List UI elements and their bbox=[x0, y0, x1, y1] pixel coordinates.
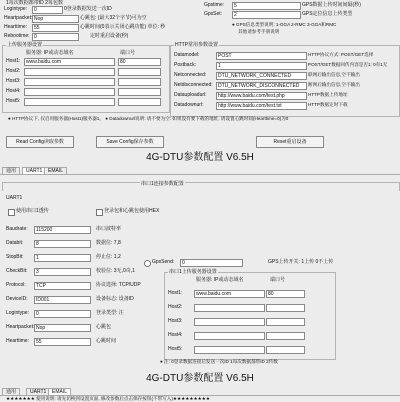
uart-host-label: Host3: bbox=[168, 318, 183, 324]
http-param-field[interactable]: http://www.baidu.com/test.txt bbox=[216, 102, 307, 110]
uart-host-field[interactable] bbox=[194, 346, 265, 354]
save-config-button[interactable]: Save Config保存参数 bbox=[96, 136, 164, 148]
login-note: ● 注: 0登录数据连接后发送一次ID 1每次数据都带ID 2传数 bbox=[160, 359, 278, 364]
host-label: Host4: bbox=[6, 88, 21, 94]
gps-send-field[interactable]: 0 bbox=[180, 259, 243, 267]
host-field[interactable] bbox=[24, 88, 115, 96]
serial-param-field[interactable]: 1 bbox=[34, 254, 91, 262]
serial-param-note: 登录类型: 注 bbox=[96, 310, 124, 316]
host-label: Host5: bbox=[6, 98, 21, 104]
http-param-note: HTTP数据上传地址 bbox=[308, 92, 348, 97]
http-param-note: 断网后输出信息,空不输出 bbox=[308, 82, 360, 87]
uart-host-field[interactable] bbox=[194, 332, 265, 340]
hearttime-note: 心跳时间(0表示关闭心跳功能) 单位: 秒 bbox=[80, 24, 166, 30]
port-field[interactable]: 80 bbox=[118, 58, 161, 66]
top-note-1: 1每次数据都带ID 2每包数 bbox=[6, 0, 63, 6]
hex-checkbox-label: 登录包和心跳包使用HEX bbox=[104, 208, 160, 214]
uart-host-label: Host5: bbox=[168, 346, 183, 352]
heartpacket-field[interactable]: Nop bbox=[32, 15, 79, 23]
http-params-group-title: HTTP常用参数设置 bbox=[175, 42, 219, 48]
uart-port-field[interactable]: 80 bbox=[266, 290, 305, 298]
uart-port-field[interactable] bbox=[266, 304, 305, 312]
tab-general-2[interactable]: 通用 bbox=[2, 388, 20, 396]
port-field[interactable] bbox=[118, 78, 161, 86]
host-label: Host2: bbox=[6, 68, 21, 74]
serial-param-label: Databit: bbox=[6, 240, 24, 246]
http-param-label: Netconnected: bbox=[174, 72, 207, 78]
host-field[interactable] bbox=[24, 78, 115, 86]
serial-param-label: Protocol: bbox=[6, 282, 26, 288]
reset-button[interactable]: Reset重启设备 bbox=[256, 136, 324, 148]
http-param-field[interactable]: 1 bbox=[216, 62, 307, 70]
serial-param-field[interactable]: TCP bbox=[34, 282, 91, 290]
host-field[interactable] bbox=[24, 68, 115, 76]
serial-param-field[interactable]: 55 bbox=[34, 338, 91, 346]
http-param-label: Netdisconnected: bbox=[174, 82, 213, 88]
host-label: Host1: bbox=[6, 58, 21, 64]
gps-set-field[interactable]: 2 bbox=[232, 11, 301, 19]
gps-set-label: GpsSet: bbox=[204, 11, 223, 17]
http-param-field[interactable]: http://www.baidu.com/test.php bbox=[216, 92, 307, 100]
serial-param-note: 心跳包 bbox=[96, 324, 112, 330]
host-field[interactable]: www.baidu.com bbox=[24, 58, 115, 66]
window-1-title: 4G-DTU参数配置 V6.5H bbox=[146, 152, 254, 163]
heartpacket-label: Heartpacket: bbox=[4, 15, 33, 21]
footer-note: ● HTTP协议下, 仅启用服务器(Host1)服务器1。 ● Datadownurl说明: 请不要为空: 如果没有要下载的地址, 请设置心跳时间(Hearttime=0)为0 bbox=[8, 116, 289, 121]
uart-port-field[interactable] bbox=[266, 318, 305, 326]
usage-note: ★★★★★★★ 使用说明: 请先切换到设置页面, 修改参数后点击保存按钮(不带写入)★★★★★★★★★ bbox=[6, 396, 210, 401]
gps-time-label: Gpstime: bbox=[204, 2, 225, 8]
serial-param-field[interactable]: ID001 bbox=[34, 296, 91, 304]
http-param-note: 联网后输出信息,空不输出 bbox=[308, 72, 360, 77]
uart-host-label: Host4: bbox=[168, 332, 183, 338]
serial-param-field[interactable]: 0 bbox=[34, 310, 91, 318]
port-field[interactable] bbox=[118, 88, 161, 96]
read-config-button[interactable]: Read Config读取参数 bbox=[6, 136, 74, 148]
tab-uart1[interactable]: UART1 bbox=[22, 167, 46, 175]
http-param-label: Datadownurl: bbox=[174, 102, 204, 108]
http-param-label: Datauploadurl: bbox=[174, 92, 207, 98]
uart-port-field[interactable] bbox=[266, 346, 305, 354]
tab-general[interactable]: 通用 bbox=[2, 167, 20, 175]
serial-header bbox=[2, 182, 400, 191]
serial-param-note: 心跳时间 bbox=[96, 338, 117, 344]
tab-uart1-2[interactable]: UART1 bbox=[26, 388, 50, 396]
uart-server-col-host: 服务器: IP或动态域名 bbox=[196, 277, 244, 283]
gps-set-help-2: 其他请参考手册说明 bbox=[238, 29, 280, 34]
uart-host-label: Host1: bbox=[168, 290, 183, 296]
serial-param-field[interactable]: 115200 bbox=[34, 226, 91, 234]
http-param-field[interactable]: DTU_NETWORK_DISCONNECTED bbox=[216, 82, 307, 90]
uart-host-field[interactable] bbox=[194, 318, 265, 326]
top-note-2: 0登录数据发送一次ID bbox=[64, 6, 112, 12]
gps-send-radio[interactable] bbox=[144, 260, 151, 267]
http-param-label: Datamodel: bbox=[174, 52, 200, 58]
uart-host-field[interactable] bbox=[194, 304, 265, 312]
serial-group-title: 串口1连接参数配置 bbox=[141, 181, 184, 187]
port-field[interactable] bbox=[118, 98, 161, 106]
logintype-field[interactable]: 0 bbox=[32, 6, 63, 14]
transparent-checkbox[interactable] bbox=[8, 209, 15, 216]
serial-param-label: StopBit: bbox=[6, 254, 24, 260]
uart-group-title: UART1 bbox=[6, 195, 23, 201]
http-param-field[interactable]: DTU_NETWORK_CONNECTED bbox=[216, 72, 307, 80]
server-col-port: 端口号 bbox=[120, 50, 136, 56]
serial-param-label: DeviceID: bbox=[6, 296, 28, 302]
serial-param-field[interactable]: Nop bbox=[34, 324, 91, 332]
upload-server-group-title: 上传服务器设置 bbox=[7, 42, 43, 48]
gps-time-note: GPS数据上传时间间隔(秒) bbox=[302, 2, 361, 8]
http-param-note: HTTP协议方式: POST/GET选择 bbox=[308, 52, 374, 57]
http-param-note: HTTP数据定时下载 bbox=[308, 102, 348, 107]
uart-port-field[interactable] bbox=[266, 332, 305, 340]
http-param-label: Postback: bbox=[174, 62, 196, 68]
heartpacket-note: 心跳包: (最大32个字节)可为空 bbox=[80, 15, 147, 21]
uart-server-group-title: 串口1上传服务器设置 bbox=[169, 269, 217, 275]
reboot-note: 定时重启设备(秒) bbox=[90, 33, 129, 39]
transparent-checkbox-label: 使用串口1透传 bbox=[16, 208, 49, 214]
http-param-field[interactable]: POST bbox=[216, 52, 307, 60]
serial-param-label: Hearttime: bbox=[6, 338, 30, 344]
tab-email[interactable]: EMAIL bbox=[44, 167, 67, 175]
uart-server-col-port: 端口号 bbox=[270, 277, 286, 283]
serial-param-label: Baudrate: bbox=[6, 226, 28, 232]
serial-param-field[interactable]: 8 bbox=[34, 240, 91, 248]
server-col-host: 服务器: IP或动态域名 bbox=[26, 50, 74, 56]
serial-param-note: 协议选择: TCP/UDP bbox=[96, 282, 141, 288]
window-2-title: 4G-DTU参数配置 V6.5H bbox=[146, 373, 254, 384]
uart-host-field[interactable]: www.baidu.com bbox=[194, 290, 265, 298]
gps-send-label: GpsSend: bbox=[152, 259, 175, 265]
gps-time-field[interactable]: 5 bbox=[232, 2, 301, 10]
serial-param-note: 校验位: 3无,0奇,1 bbox=[96, 268, 135, 274]
hex-checkbox[interactable] bbox=[96, 209, 103, 216]
serial-param-field[interactable]: 3 bbox=[34, 268, 91, 276]
reboot-field[interactable]: 0 bbox=[32, 33, 79, 41]
serial-param-label: Heartpacket: bbox=[6, 324, 35, 330]
uart-host-label: Host2: bbox=[168, 304, 183, 310]
serial-param-note: 串口波特率 bbox=[96, 226, 122, 232]
gps-send-note: GPS上传开关: 1上传 0不上传 bbox=[268, 259, 334, 265]
tab-email-2[interactable]: EMAIL bbox=[48, 388, 71, 396]
serial-param-note: 停止位: 1,2 bbox=[96, 254, 121, 260]
hearttime-field[interactable]: 55 bbox=[32, 24, 79, 32]
tab-divider bbox=[0, 174, 400, 175]
serial-param-label: Logintype: bbox=[6, 310, 30, 316]
reboot-label: Rebootime: bbox=[4, 33, 30, 39]
http-param-note: POST/GET数据回传内容是否1: 0有1无 bbox=[308, 62, 388, 67]
gps-set-help-1: ● GPS信息类型说明: 1-GGA 2-RMC 3-GGA和RMC bbox=[232, 22, 337, 27]
host-label: Host3: bbox=[6, 78, 21, 84]
serial-param-note: 设备标志: 设备ID bbox=[96, 296, 134, 302]
logintype-label: Logintype: bbox=[4, 6, 28, 12]
serial-param-label: CheckBit: bbox=[6, 268, 28, 274]
port-field[interactable] bbox=[118, 68, 161, 76]
host-field[interactable] bbox=[24, 98, 115, 106]
hearttime-label: Hearttime: bbox=[4, 24, 28, 30]
serial-param-note: 数据位: 7,8 bbox=[96, 240, 121, 246]
gps-set-note: GPS定位信息上传类型 bbox=[302, 11, 353, 17]
